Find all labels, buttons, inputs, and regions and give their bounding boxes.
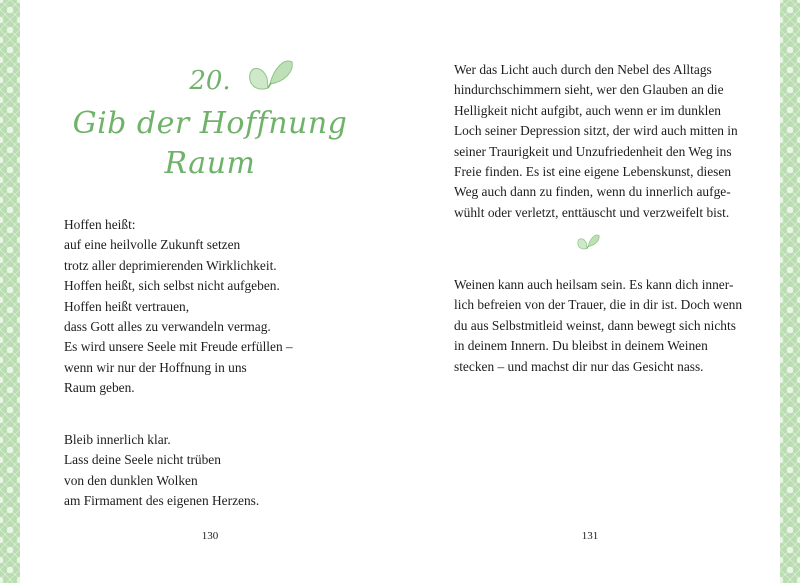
text-line: Loch seiner Depression sitzt, der wird auch mitten in xyxy=(454,123,738,139)
poem-stanza-1 xyxy=(64,215,293,399)
chapter-title-line: Gib der Hoffnung xyxy=(72,106,348,141)
text-line: lich befreien von der Trauer, die in dir ist. Doch wenn xyxy=(454,297,743,313)
poem-line: von den dunklen Wolken xyxy=(64,472,198,488)
poem-line: trotz aller deprimierenden Wirklichkeit. xyxy=(64,257,277,273)
right-decorative-border xyxy=(780,0,800,583)
paragraph-2 xyxy=(454,275,766,377)
text-line: Weg auch dann zu finden, wenn du innerlich aufge- xyxy=(454,184,731,200)
paragraph-1 xyxy=(454,60,766,223)
text-line: hindurchschimmern sieht, wer den Glauben an die xyxy=(454,82,724,98)
text-line: Freie finden. Es ist eine eigene Lebenskunst, diesen xyxy=(454,164,732,180)
poem-line: Raum geben. xyxy=(64,380,135,396)
text-line: seiner Traurigkeit und Unzufriedenheit den Weg ins xyxy=(454,143,732,159)
chapter-title xyxy=(20,104,400,184)
page-number: 131 xyxy=(581,530,599,542)
poem-line: Bleib innerlich klar. xyxy=(64,432,171,447)
poem-line: dass Gott alles zu verwandeln vermag. xyxy=(64,319,271,335)
text-line: stecken – und machst dir nur das Gesicht nass. xyxy=(454,358,704,374)
poem-line: Hoffen heißt: xyxy=(64,217,136,232)
poem-line: wenn wir nur der Hoffnung in uns xyxy=(64,359,247,375)
poem-line: Hoffen heißt, sich selbst nicht aufgeben. xyxy=(64,278,280,294)
text-line: wühlt oder verletzt, enttäuscht und verzweifelt bist. xyxy=(454,204,730,220)
text-line: Weinen kann auch heilsam sein. Es kann dich inner- xyxy=(454,277,734,292)
poem-line: auf eine heilvolle Zukunft setzen xyxy=(64,237,241,253)
chapter-number: 20. xyxy=(189,66,231,96)
text-line: Wer das Licht auch durch den Nebel des Alltags xyxy=(454,62,712,77)
text-line: du aus Selbstmitleid weinst, dann bewegt sich nichts xyxy=(454,317,736,333)
left-decorative-border xyxy=(0,0,20,583)
text-line: Helligkeit nicht aufgibt, auch wenn er im dunklen xyxy=(454,102,721,118)
chapter-title-line: Raum xyxy=(164,146,256,181)
butterfly-icon xyxy=(246,54,294,96)
butterfly-icon xyxy=(576,231,600,253)
poem-line: Es wird unsere Seele mit Freude erfüllen – xyxy=(64,339,293,355)
right-page xyxy=(400,0,780,583)
page-number: 130 xyxy=(201,530,219,542)
poem-line: Lass deine Seele nicht trüben xyxy=(64,452,221,468)
poem-line: am Firmament des eigenen Herzens. xyxy=(64,493,260,509)
poem-line: Hoffen heißt vertrauen, xyxy=(64,298,190,314)
poem-stanza-2 xyxy=(64,430,259,512)
left-page xyxy=(20,0,400,583)
text-line: in deinem Innern. Du bleibst in deinem Weinen xyxy=(454,338,708,354)
